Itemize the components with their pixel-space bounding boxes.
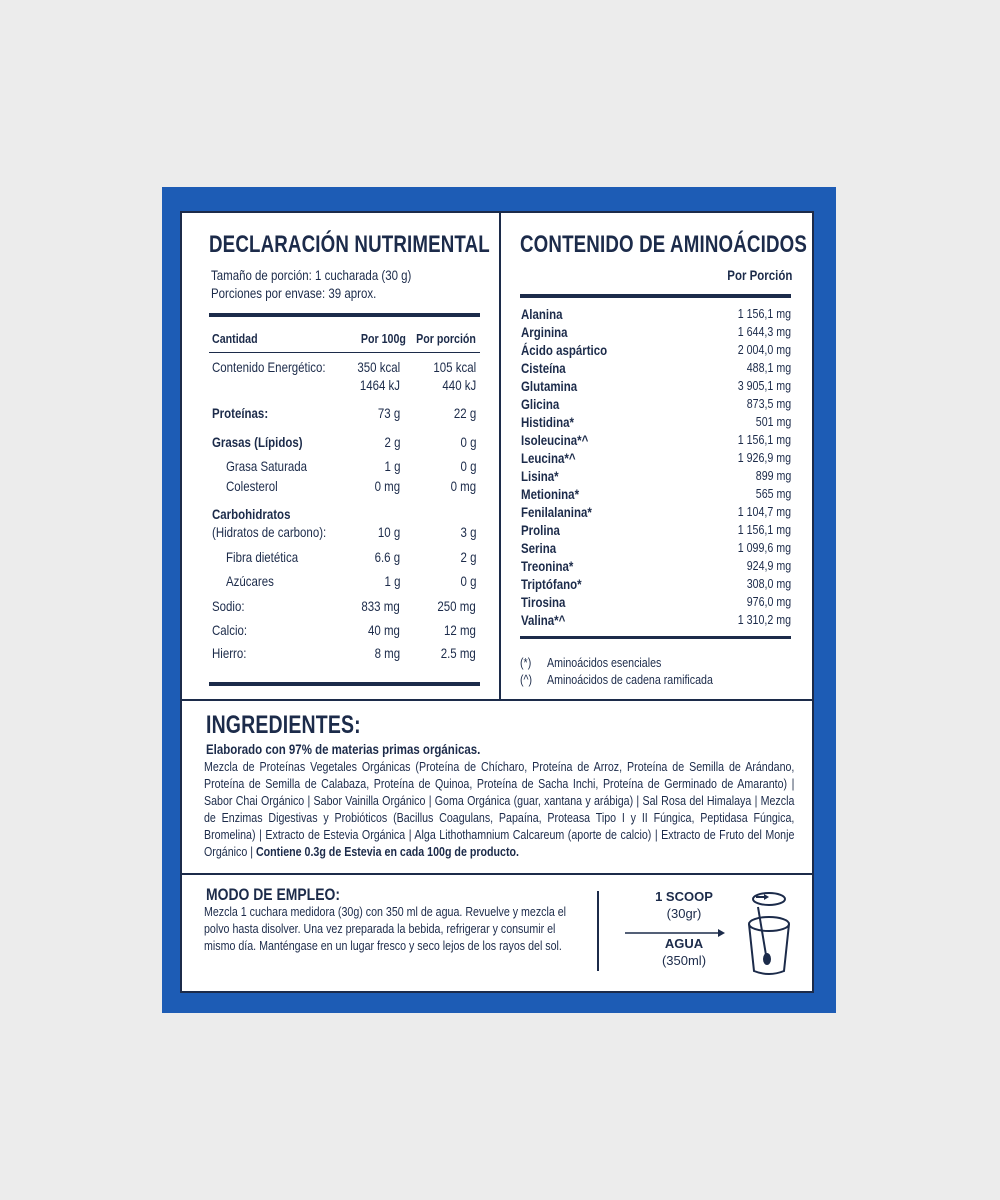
label-panel <box>162 187 836 1013</box>
amino-row: Isoleucina*^ 1 156,1 mg <box>521 432 791 448</box>
amino-row: Serina 1 099,6 mg <box>521 540 791 556</box>
amino-row: Metionina* 565 mg <box>521 486 791 502</box>
header-per-serving: Por porción <box>416 331 476 346</box>
amino-row: Cisteína 488,1 mg <box>521 360 791 376</box>
table-row: Grasas (Lípidos) 2 g 0 g <box>212 434 476 450</box>
amino-acids-box <box>501 213 812 699</box>
label-inner <box>180 211 814 993</box>
amino-row: Triptófano* 308,0 mg <box>521 576 791 592</box>
table-row: Colesterol 0 mg 0 mg <box>226 478 476 494</box>
serving-size: Tamaño de porción: 1 cucharada (30 g) <box>211 267 412 283</box>
amino-row: Ácido aspártico 2 004,0 mg <box>521 342 791 358</box>
scoop-amount: (30gr) <box>666 906 702 921</box>
water-label: AGUA <box>664 936 704 951</box>
ingredients-box <box>182 701 812 873</box>
table-row: (Hidratos de carbono): 10 g 3 g <box>212 524 476 540</box>
table-row: Hierro: 8 mg 2.5 mg <box>212 645 476 661</box>
amino-row: Glicina 873,5 mg <box>521 396 791 412</box>
vertical-divider <box>597 891 599 971</box>
cup-with-spoon-icon <box>744 889 794 979</box>
ingredients-subtitle: Elaborado con 97% de materias primas orgánicas. <box>206 741 481 757</box>
table-row: 1464 kJ 440 kJ <box>359 377 476 393</box>
table-row: Proteínas: 73 g 22 g <box>212 405 476 421</box>
nutrition-facts-box <box>182 213 499 699</box>
table-row: Azúcares 1 g 0 g <box>226 573 476 589</box>
legend-text: Aminoácidos de cadena ramificada <box>547 672 713 687</box>
divider <box>209 313 480 317</box>
header-cantidad: Cantidad <box>212 331 258 346</box>
amino-row: Histidina* 501 mg <box>521 414 791 430</box>
scoop-label: 1 SCOOP <box>655 889 713 904</box>
usage-title: MODO DE EMPLEO: <box>206 885 340 904</box>
amino-row: Leucina*^ 1 926,9 mg <box>521 450 791 466</box>
amino-row: Fenilalanina* 1 104,7 mg <box>521 504 791 520</box>
table-row: Sodio: 833 mg 250 mg <box>212 598 476 614</box>
stevia-note: Contiene 0.3g de Estevia en cada 100g de producto. <box>255 844 519 859</box>
amino-subtitle: Por Porción <box>726 267 792 283</box>
arrow-icon <box>625 925 725 935</box>
usage-text: Mezcla 1 cuchara medidora (30g) con 350 ml de agua. Revuelve y mezcla el polvo hasta disolver. Una vez preparada la bebida, refrigerar y consumir el mismo día. Manténgase en un lugar fresco y seco lejos de los rayos del sol. <box>204 904 567 953</box>
ingredients-text: Mezcla de Proteínas Vegetales Orgánicas (Proteína de Chícharo, Proteína de Arroz, Proteína de Semilla de Arándano, Proteína de Semilla de Calabaza, Proteína de Quinoa, Proteína de Sacha Inchi, Proteína de Germinado de Amaranto) | Sabor Chai Orgánico | Sabor Vainilla Orgánico | Goma Orgánica (guar, xantana y arábiga) | Sal Rosa del Himalaya | Mezcla de Enzimas Digestivas y Probióticos (Bacillus Coagulans, Papaína, Proteasa Tipo I y II Fúngica, Peptidasa Fúngica, Bromelina) | Extracto de Estevia Orgánica | Alga Lithothamnium Calcareum (aporte de calcio) | Extracto de Fruto del Monje Orgánico | Contiene 0.3g de Estevia en cada 100g de producto. <box>204 759 795 859</box>
nutrition-title: DECLARACIÓN NUTRIMENTAL <box>209 231 490 258</box>
amino-title: CONTENIDO DE AMINOÁCIDOS <box>520 231 807 258</box>
amino-row: Valina*^ 1 310,2 mg <box>521 612 791 628</box>
water-amount: (350ml) <box>661 953 707 968</box>
amino-row: Treonina* 924,9 mg <box>521 558 791 574</box>
table-row: Fibra dietética 6.6 g 2 g <box>226 549 476 565</box>
divider <box>520 636 791 639</box>
header-per100: Por 100g <box>360 331 406 346</box>
usage-box <box>182 875 812 991</box>
table-row: Carbohidratos <box>212 506 291 522</box>
amino-row: Arginina 1 644,3 mg <box>521 324 791 340</box>
amino-row: Prolina 1 156,1 mg <box>521 522 791 538</box>
divider <box>209 682 480 686</box>
amino-row: Lisina* 899 mg <box>521 468 791 484</box>
table-row: Grasa Saturada 1 g 0 g <box>226 458 476 474</box>
table-header <box>212 331 476 349</box>
legend-symbol: (^) <box>520 672 533 687</box>
amino-row: Glutamina 3 905,1 mg <box>521 378 791 394</box>
ingredients-title: INGREDIENTES: <box>206 711 361 739</box>
table-row: Contenido Energético: 350 kcal 105 kcal <box>212 359 476 375</box>
amino-row: Tirosina 976,0 mg <box>521 594 791 610</box>
amino-row: Alanina 1 156,1 mg <box>521 306 791 322</box>
divider <box>520 294 791 298</box>
legend-symbol: (*) <box>520 655 532 670</box>
servings-per-container: Porciones por envase: 39 aprox. <box>211 285 377 301</box>
legend-text: Aminoácidos esenciales <box>547 655 662 670</box>
table-row: Calcio: 40 mg 12 mg <box>212 622 476 638</box>
divider <box>209 352 480 353</box>
